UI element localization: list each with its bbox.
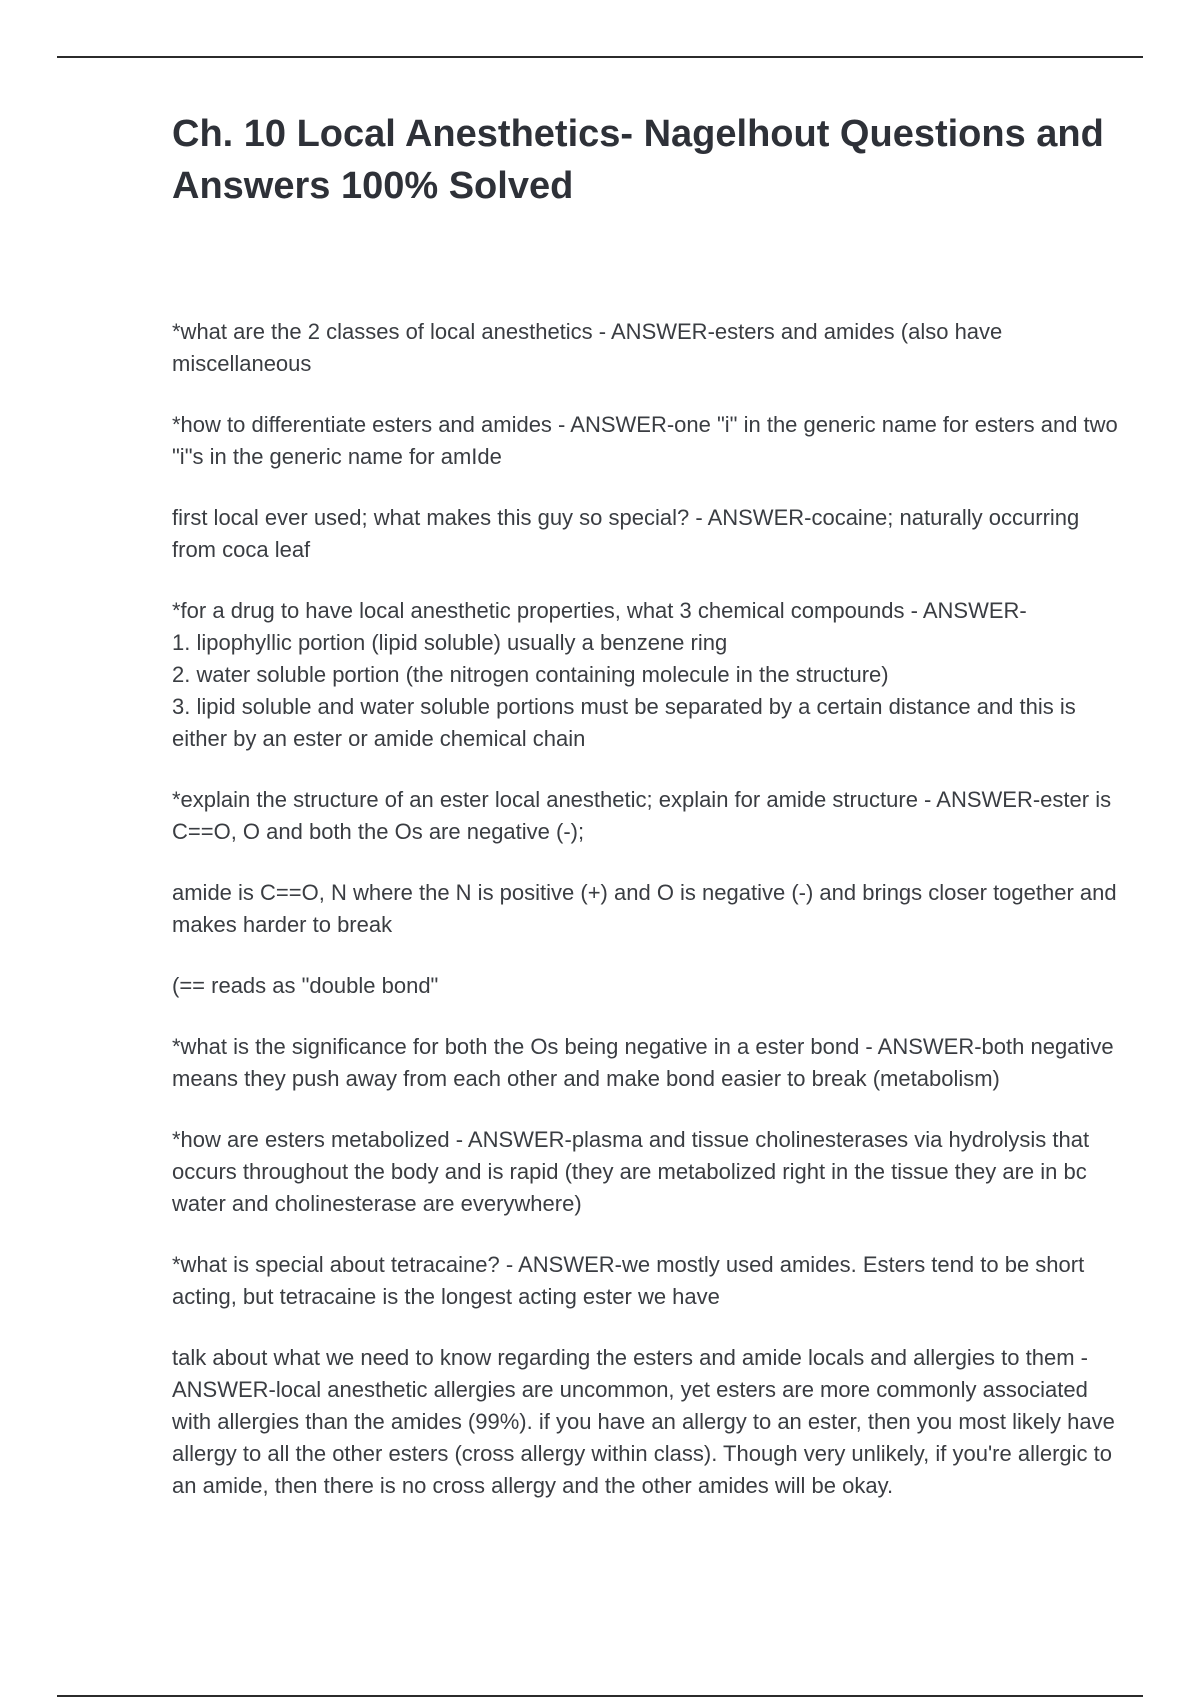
document-page [172, 108, 1122, 1531]
qa-entry-first-local: first local ever used; what makes this guy so special? - ANSWER-cocaine; naturally occurring from coca leaf [172, 505, 1080, 562]
qa-entry-metabolism: *how are esters metabolized - ANSWER-plasma and tissue cholinesterases via hydrolysis that occurs throughout the body and is rapid (they are metabolized right in the tissue they are in bc water and cholinesterase are everywhere) [172, 1127, 1090, 1216]
qa-entry-differentiate: *how to differentiate esters and amides - ANSWER-one "i" in the generic name for esters and two "i"s in the generic name for amIde [172, 412, 1118, 469]
qa-entry-classes: *what are the 2 classes of local anesthetics - ANSWER-esters and amides (also have miscellaneous [172, 319, 1003, 376]
qa-entry-significance: *what is the significance for both the Os being negative in a ester bond - ANSWER-both negative means they push away from each other and make bond easier to break (metabolism) [172, 1034, 1114, 1091]
qa-entry-allergies: talk about what we need to know regarding the esters and amide locals and allergies to them - ANSWER-local anesthetic allergies are uncommon, yet esters are more commonly associated with allergies than the amides (99%). if you have an allergy to an ester, then you most likely have allergy to all the other esters (cross allergy within class). Though very unlikely, if you're allergic to an amide, then there is no cross allergy and the other amides will be okay. [172, 1345, 1115, 1498]
document-title: Ch. 10 Local Anesthetics- Nagelhout Questions and Answers 100% Solved [172, 113, 1104, 207]
qa-entry-tetracaine: *what is special about tetracaine? - ANSWER-we mostly used amides. Esters tend to be short acting, but tetracaine is the longest acting ester we have [172, 1252, 1085, 1309]
bottom-divider [57, 1695, 1143, 1697]
qa-entry-amide-structure: amide is C==O, N where the N is positive (+) and O is negative (-) and brings closer together and makes harder to break [172, 880, 1117, 937]
top-divider [57, 56, 1143, 58]
qa-entry-ester-structure: *explain the structure of an ester local anesthetic; explain for amide structure - ANSWER-ester is C==O, O and both the Os are negative (-); [172, 787, 1112, 844]
qa-list [172, 316, 1122, 1502]
qa-entry-double-bond-note: (== reads as "double bond" [172, 973, 439, 998]
qa-entry-chemical-compounds: *for a drug to have local anesthetic properties, what 3 chemical compounds - ANSWER- 1. lipophyllic portion (lipid soluble) usually a benzene ring 2. water soluble portion (the nitrogen containing molecule in the structure) 3. lipid soluble and water soluble portions must be separated by a certain distance and this is either by an ester or amide chemical chain [172, 598, 1076, 751]
